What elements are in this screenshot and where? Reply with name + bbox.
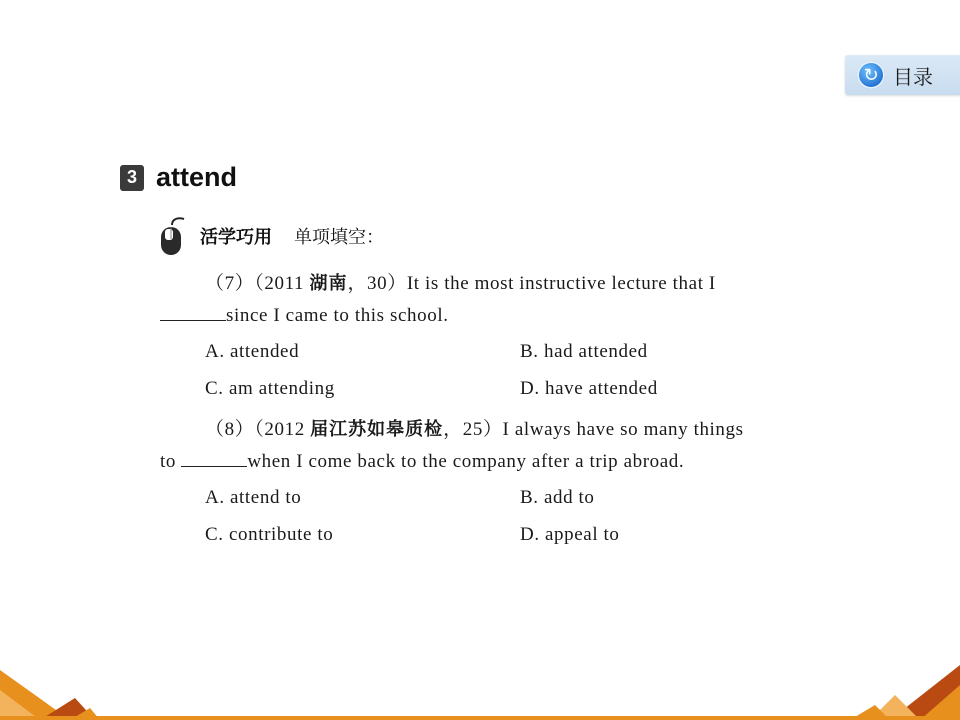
exercise-heading [158,215,384,257]
q8-prefix: （8）（2012 [205,419,311,440]
table-of-contents-button[interactable] [845,55,960,95]
question-7-line-2 [160,305,449,327]
q8-option-a: A. attend to [205,487,302,508]
q7-line2: since I came to this school. [226,305,449,326]
mouse-icon [158,215,188,257]
q7-prefix: （7）（2011 [205,273,310,294]
refresh-icon: ↻ [857,61,885,89]
corner-decoration-right [850,665,960,720]
q8-line2-pre: to [160,451,182,472]
section-word: attend [156,162,237,192]
q7-source: 湖南 [309,273,348,294]
q8-option-d: D. appeal to [520,524,620,545]
q8-line2-post: when I come back to the company after a trip abroad. [247,451,685,472]
q7-option-b: B. had attended [520,341,648,362]
q7-option-c: C. am attending [205,378,335,399]
q7-option-a: A. attended [205,341,300,362]
q8-option-c: C. contribute to [205,524,334,545]
question-8-line-2 [160,451,684,473]
table-of-contents-label: 目录 [893,64,933,89]
corner-decoration-left [0,660,110,720]
q8-option-b: B. add to [520,487,595,508]
q8-suffix: ，25）I always have so many things [443,419,744,440]
question-8-line-1 [205,414,744,441]
exercise-title: 活学巧用 [200,227,272,248]
answer-blank [160,305,226,321]
q8-source: 届江苏如皋质检 [310,419,444,440]
q7-option-d: D. have attended [520,378,658,399]
section-number-badge: 3 [120,165,144,191]
question-7-line-1 [205,268,716,295]
answer-blank [181,451,247,467]
bottom-accent-bar [0,716,960,720]
section-heading [120,162,237,193]
q7-suffix: ，30）It is the most instructive lecture that I [347,273,716,294]
exercise-subtitle: 单项填空： [294,227,384,248]
